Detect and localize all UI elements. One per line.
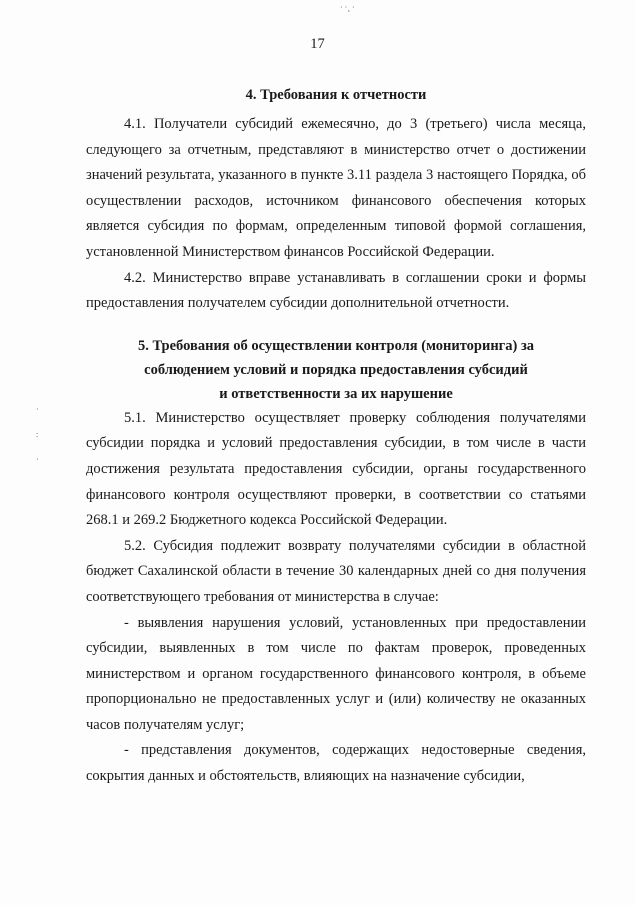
paragraph: 4.2. Министерство вправе устанавливать в соглашении сроки и формы предоставления получателем субсидии дополнительной отчетности. [86,269,586,312]
section-heading [86,334,586,406]
scan-artifact: · ·¸ · [340,3,355,12]
section-heading-line: 5. Требования об осуществлении контроля (мониторинга) за [137,337,535,354]
paragraph: - выявления нарушения условий, установленных при предоставлении субсидии, выявленных в том числе по фактам проверок, проведенных министерством и органом государственного финансового контроля, в объеме пропорционально не предоставленных услуг и (или) количеству не оказанных часов получателям услуг; [86,614,586,733]
scan-artifact: : [36,430,39,439]
paragraph: 4.1. Получатели субсидий ежемесячно, до 3 (третьего) числа месяца, следующего за отчетным, представляют в министерство отчет о достижении значений результата, указанного в пункте 3.11 раздела 3 настоящего Порядка, об осуществлении расходов, источником финансового обеспечения которых является субсидия по формам, определенным типовой формой соглашения, установленной Министерством финансов Российской Федерации. [86,116,586,260]
scan-artifact: · [36,455,39,464]
paragraph: 5.1. Министерство осуществляет проверку соблюдения получателями субсидии порядка и условий предоставления субсидии, в том числе в части достижения результата предоставления субсидии, органы государственного финансового контроля осуществляют проверки, в соответствии со статьями 268.1 и 269.2 Бюджетного кодекса Российской Федерации. [86,409,586,529]
section-heading-line: и ответственности за их нарушение [219,385,453,402]
section-heading: 4. Требования к отчетности [245,87,427,103]
document-body [86,83,586,790]
section-heading-line: соблюдением условий и порядка предоставления субсидий [144,361,528,378]
paragraph: 5.2. Субсидия подлежит возврату получателями субсидии в областной бюджет Сахалинской области в течение 30 календарных дней со дня получения соответствующего требования от министерства в случае: [86,537,586,605]
page-number: 17 [310,36,325,52]
scan-artifact: · [36,405,39,414]
paragraph: - представления документов, содержащих недостоверные сведения, сокрытия данных и обстоятельств, влияющих на назначение субсидии, [86,742,586,785]
